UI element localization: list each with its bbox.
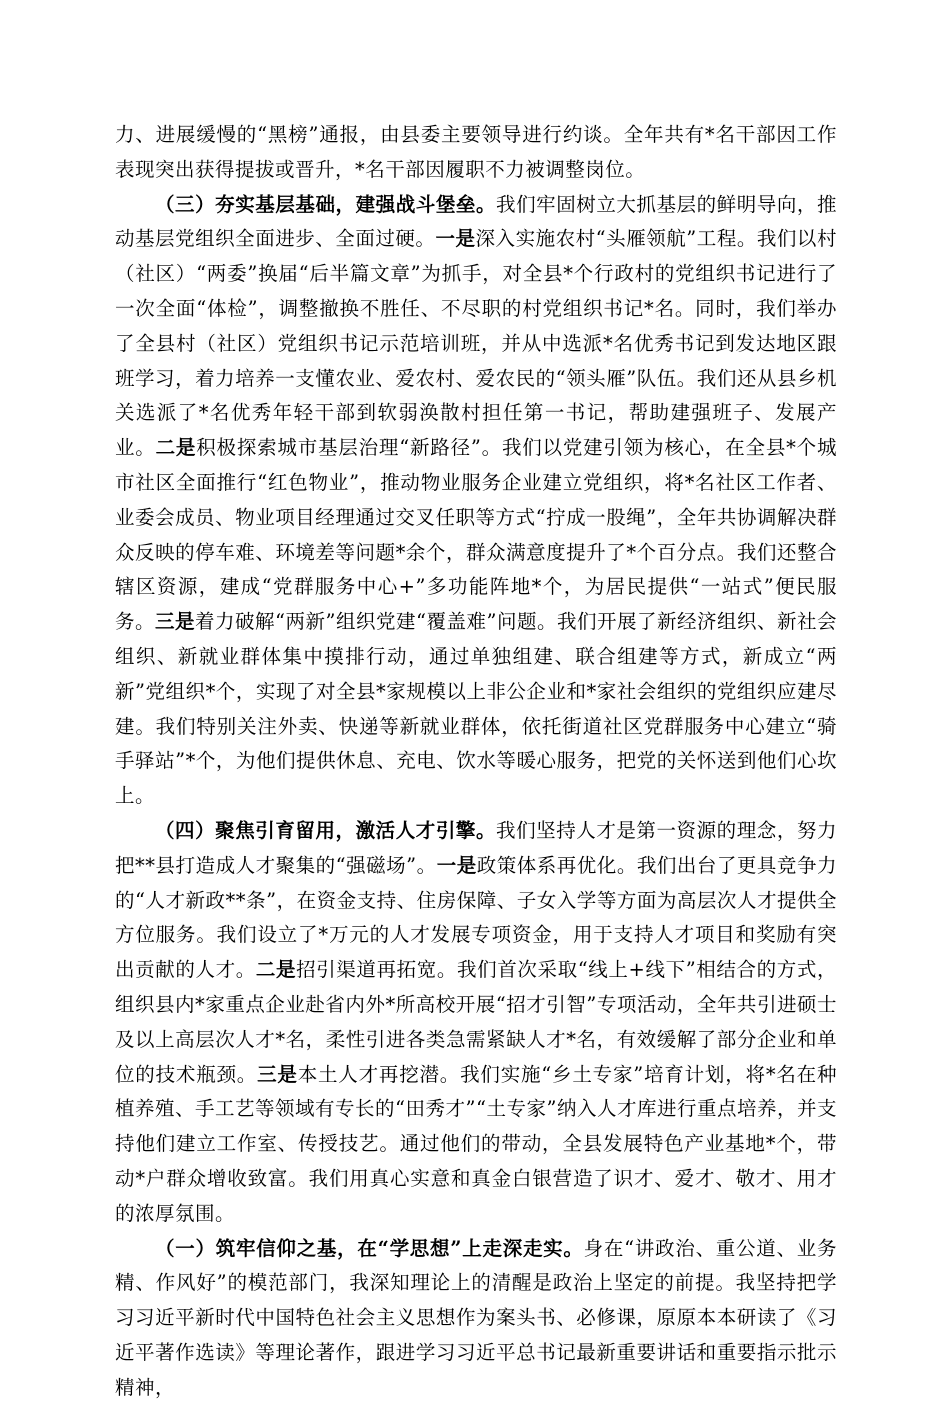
text-run: 深入实施农村“头雁领航”工程。我们以村（社区）“两委”换届“后半篇文章”为抓手，对全县*个行政村的党组织书记进行了一次全面“体检”，调整撤换不胜任、不尽职的村党组织书记*名。同时，我们举办了全县村（社区）党组织书记示范培训班，并从中选派*名优秀书记到发达地区跟班学习，着力培养一支懂农业、爱农村、爱农民的“领头雁”队伍。我们还从县乡机关选派了*名优秀年轻干部到软弱涣散村担任第一书记，帮助建强班子、发展产业。 [115,227,837,459]
text-run: 身在“讲政治、重公道、业务精、作风好”的模范部门，我深知理论上的清醒是政治上坚定的前提。我坚持把学习习近平新时代中国特色社会主义思想作为案头书、必修课，原原本本研读了《习近平著作选读》等理论著作，跟进学习习近平总书记最新重要讲话和重要指示批示精神， [115,1237,837,1399]
text-run: 我们牢固树立大抓基层的鲜明导向，推动基层党组织全面进步、全面过硬。 [115,193,837,251]
text-run: 我们坚持人才是第一资源的理念，努力把**县打造成人才聚集的“强磁场”。 [115,819,837,877]
bold-text-run: （四）聚焦引育留用，激活人才引擎。 [155,819,496,842]
paragraph-p1 [115,188,837,814]
paragraph-p3 [115,1232,837,1405]
text-run: 招引渠道再拓宽。我们首次采取“线上+线下”相结合的方式，组织县内*家重点企业赴省内外*所高校开展“招才引智”专项活动，全年共引进硕士及以上高层次人才*名，柔性引进各类急需紧缺人才*名，有效缓解了部分企业和单位的技术瓶颈。 [115,958,837,1085]
text-run: 力、进展缓慢的“黑榜”通报，由县委主要领导进行约谈。全年共有*名干部因工作表现突出获得提拔或晋升，*名干部因履职不力被调整岗位。 [115,123,837,181]
document-page [115,118,837,1405]
text-run: 政策体系再优化。我们出台了更具竞争力的“人才新政**条”，在资金支持、住房保障、子女入学等方面为高层次人才提供全方位服务。我们设立了*万元的人才发展专项资金，用于支持人才项目和奖励有突出贡献的人才。 [115,854,837,981]
paragraph-p0 [115,118,837,188]
bold-text-run: 二是 [156,436,197,459]
bold-text-run: 一是 [437,854,477,877]
bold-text-run: （一）筑牢信仰之基，在“学思想”上走深走实。 [155,1237,584,1260]
text-run: 本土人才再挖潜。我们实施“乡土专家”培育计划，将*名在种植养殖、手工艺等领域有专长的“田秀才”“土专家”纳入人才库进行重点培养，并支持他们建立工作室、传授技艺。通过他们的带动，全县发展特色产业基地*个，带动*户群众增收致富。我们用真心实意和真金白银营造了识才、爱才、敬才、用才的浓厚氛围。 [115,1063,837,1225]
bold-text-run: 二是 [256,958,296,981]
bold-text-run: 三是 [257,1063,298,1086]
text-run: 着力破解“两新”组织党建“覆盖难”问题。我们开展了新经济组织、新社会组织、新就业群体集中摸排行动，通过单独组建、联合组建等方式，新成立“两新”党组织*个，实现了对全县*家规模以上非公企业和*家社会组织的党组织应建尽建。我们特别关注外卖、快递等新就业群体，依托街道社区党群服务中心建立“骑手驿站”*个，为他们提供休息、充电、饮水等暖心服务，把党的关怀送到他们心坎上。 [115,610,837,807]
bold-text-run: 一是 [435,227,475,250]
text-run: 积极探索城市基层治理“新路径”。我们以党建引领为核心，在全县*个城市社区全面推行“红色物业”，推动物业服务企业建立党组织，将*名社区工作者、业委会成员、物业项目经理通过交叉任职等方式“拧成一股绳”，全年共协调解决群众反映的停车难、环境差等问题*余个，群众满意度提升了*个百分点。我们还整合辖区资源，建成“党群服务中心+”多功能阵地*个，为居民提供“一站式”便民服务。 [115,436,837,633]
bold-text-run: 三是 [155,610,195,633]
bold-text-run: （三）夯实基层基础，建强战斗堡垒。 [155,193,496,216]
paragraph-p2 [115,814,837,1232]
